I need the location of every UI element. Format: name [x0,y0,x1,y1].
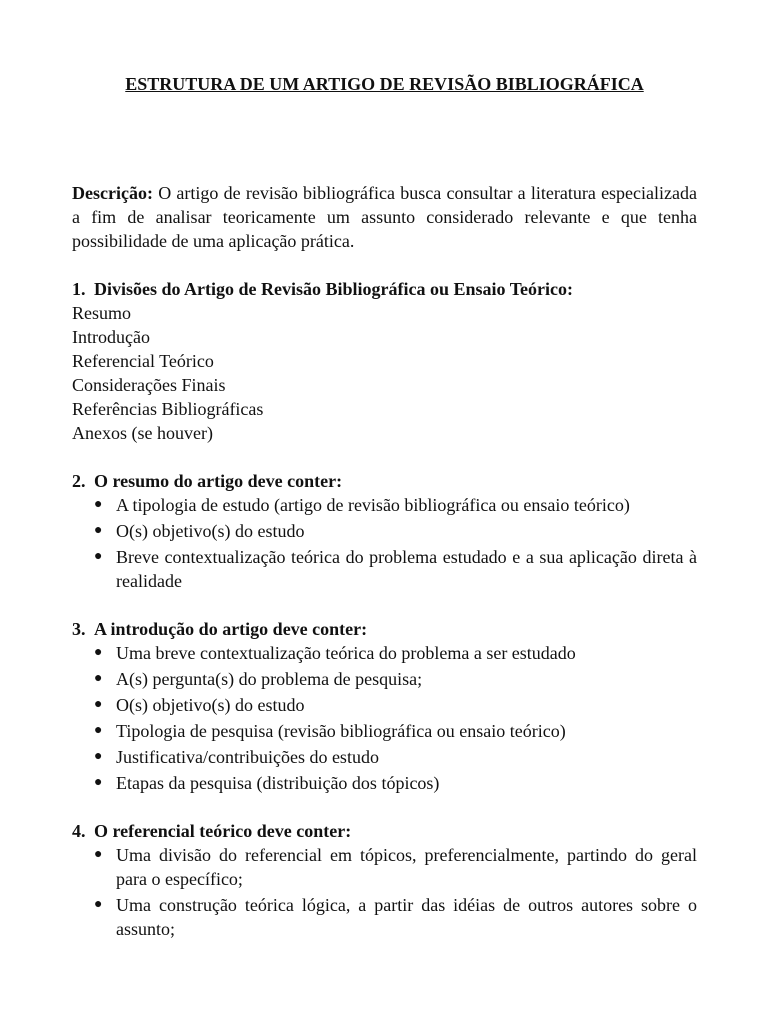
bullet-icon: ● [94,847,103,862]
list-item: Referencial Teórico [72,351,214,371]
section-divisions [72,277,697,445]
section-number: 2. [72,471,86,491]
bullet-icon: ● [94,897,103,912]
bullet-list [72,843,697,941]
bullet-item [94,745,697,769]
list-item: Considerações Finais [72,375,226,395]
bullet-item [94,719,697,743]
description-label: Descrição: [72,183,153,203]
section-heading-text: A introdução do artigo deve conter: [94,619,368,639]
bullet-item [94,545,697,593]
section-number: 3. [72,619,86,639]
bullet-text: Tipologia de pesquisa (revisão bibliográfica ou ensaio teórico) [116,721,566,741]
bullet-text: A(s) pergunta(s) do problema de pesquisa; [116,669,423,689]
list-item: Resumo [72,303,132,323]
section-heading-text: Divisões do Artigo de Revisão Bibliográfica ou Ensaio Teórico: [94,279,574,299]
section-abstract [72,469,697,593]
bullet-item [94,843,697,891]
bullet-text: Uma construção teórica lógica, a partir das idéias de outros autores sobre o assunto; [116,895,697,939]
bullet-item [94,493,697,517]
section-heading-text: O referencial teórico deve conter: [94,821,352,841]
bullet-icon: ● [94,645,103,660]
list-item: Introdução [72,327,150,347]
document-page [72,72,697,943]
bullet-text: Uma divisão do referencial em tópicos, preferencialmente, partindo do geral para o específico; [116,845,697,889]
section-heading [72,617,697,641]
section-theoretical-framework [72,819,697,941]
bullet-text: O(s) objetivo(s) do estudo [116,695,305,715]
bullet-text: Breve contextualização teórica do problema estudado e a sua aplicação direta à realidade [116,547,697,591]
bullet-list [72,493,697,593]
section-heading [72,469,697,493]
bullet-item [94,771,697,795]
bullet-icon: ● [94,775,103,790]
list-item: Anexos (se houver) [72,423,213,443]
bullet-icon: ● [94,671,103,686]
bullet-icon: ● [94,523,103,538]
bullet-item [94,693,697,717]
description-paragraph [72,181,697,253]
bullet-icon: ● [94,723,103,738]
bullet-text: Justificativa/contribuições do estudo [116,747,379,767]
bullet-icon: ● [94,549,103,564]
description-text: O artigo de revisão bibliográfica busca consultar a literatura especializada a fim de analisar teoricamente um assunto considerado relevante e que tenha possibilidade de uma aplicação prática. [72,183,697,251]
section-heading-text: O resumo do artigo deve conter: [94,471,343,491]
bullet-icon: ● [94,697,103,712]
section-introduction [72,617,697,795]
document-title: ESTRUTURA DE UM ARTIGO DE REVISÃO BIBLIOGRÁFICA [125,74,644,94]
bullet-icon: ● [94,497,103,512]
bullet-icon: ● [94,749,103,764]
bullet-item [94,641,697,665]
bullet-text: Etapas da pesquisa (distribuição dos tópicos) [116,773,440,793]
section-heading [72,277,697,301]
bullet-item [94,519,697,543]
bullet-text: O(s) objetivo(s) do estudo [116,521,305,541]
bullet-list [72,641,697,795]
bullet-text: A tipologia de estudo (artigo de revisão bibliográfica ou ensaio teórico) [116,495,630,515]
bullet-text: Uma breve contextualização teórica do problema a ser estudado [116,643,576,663]
bullet-item [94,667,697,691]
section-number: 1. [72,279,86,299]
bullet-item [94,893,697,941]
section-number: 4. [72,821,86,841]
section-heading [72,819,697,843]
list-item: Referências Bibliográficas [72,399,264,419]
